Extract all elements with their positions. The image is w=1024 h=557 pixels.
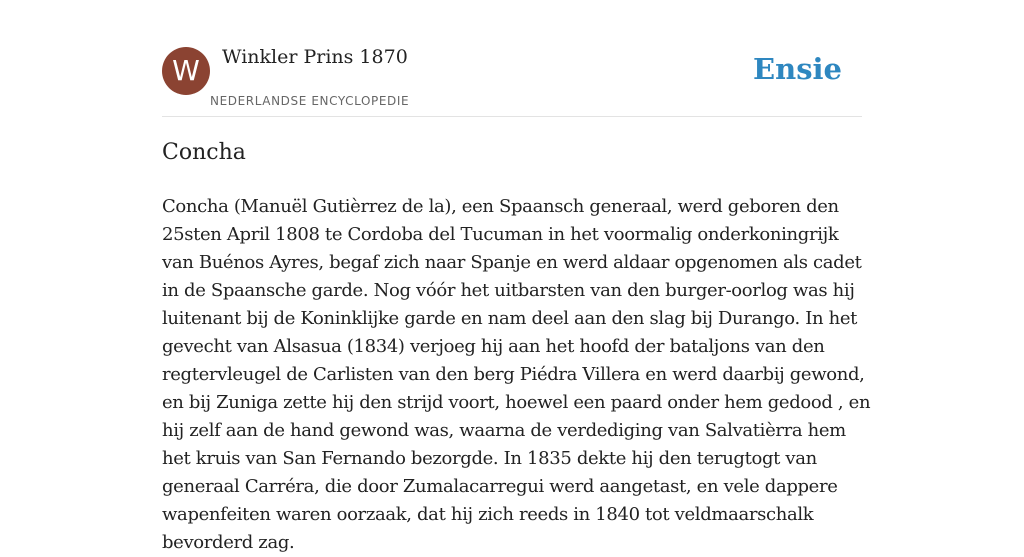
entry-body: Concha (Manuël Gutièrrez de la), een Spaansch generaal, werd geboren den 25sten April 1808 te Cordoba del Tucuman in het voormalig onderkoningrijk van Buénos Ayres, begaf zich naar Spanje en werd aldaar opgenomen als cadet in de Spaansche garde. Nog vóór het uitbarsten van den burger-oorlog was hij luitenant bij de Koninklijke garde en nam deel aan den slag bij Durango. In het gevecht van Alsasua (1834) verjoeg hij aan het hoofd der bataljons van den regtervleugel de Carlisten van den berg Piédra Villera en werd daarbij gewond, en bij Zuniga zette hij den strijd voort, hoewel een paard onder hem gedood , en hij zelf aan de hand gewond was, waarna de verdediging van Salvatièrra hem het kruis van San Fernando bezorgde. In 1835 dekte hij den terugtogt van generaal Carréra, die door Zumalacarregui werd aangetast, en vele dappere wapenfeiten waren oorzaak, dat hij zich reeds in 1840 tot veldmaarschalk bevorderd zag. xyxy=(162,196,871,553)
entry-title: Concha xyxy=(162,140,246,165)
source-subtitle: NEDERLANDSE ENCYCLOPEDIE xyxy=(210,94,410,108)
ensie-logo-link[interactable]: Ensie xyxy=(753,52,842,86)
site-header xyxy=(162,0,862,117)
source-title[interactable]: Winkler Prins 1870 xyxy=(222,46,408,68)
source-avatar[interactable]: W xyxy=(162,47,210,95)
